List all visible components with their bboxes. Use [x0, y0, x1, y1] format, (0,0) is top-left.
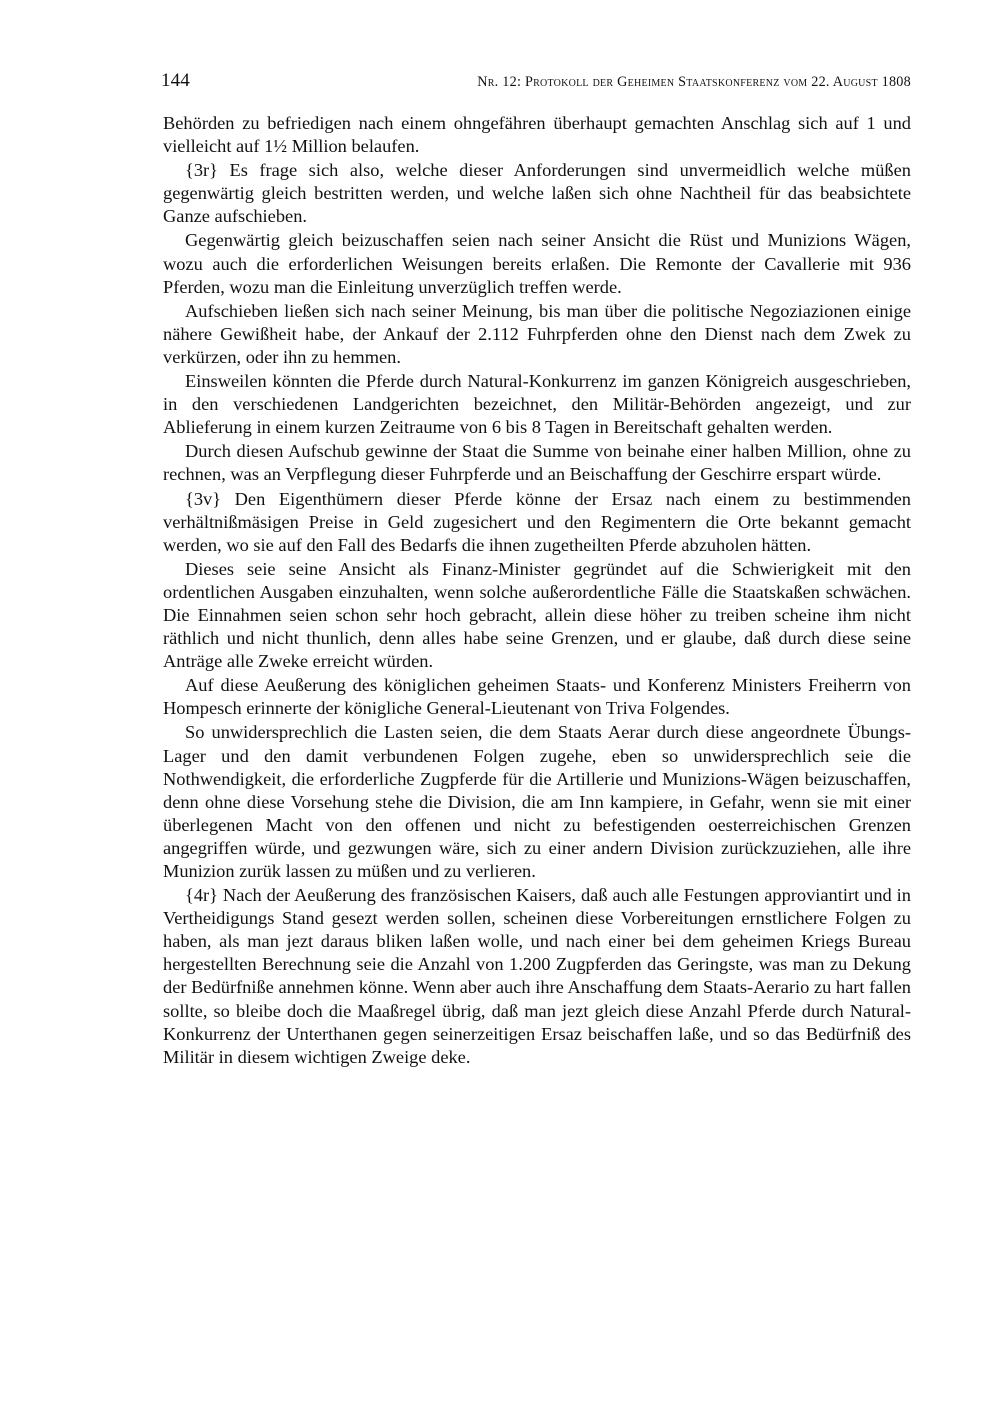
paragraph: {4r} Nach der Aeußerung des französischen Kaisers, daß auch alle Festungen approviantirt und in Vertheidigungs Stand gesezt werden sollen, scheinen diese Vorbereitungen ernstlichere Folgen zu haben, als man jezt daraus bliken laßen wolle, und nach einer bei dem geheimen Kriegs Bureau hergestellten Berechnung seie die Anzahl von 1.200 Zugpferden das Geringste, was man zu Dekung der Bedürfniße annehmen könne. Wenn aber auch ihre Anschaffung dem Staats-Aerario zu hart fallen sollte, so bleibe doch die Maaßregel übrig, daß man jezt gleich diese Anzahl Pferde durch Natural-Konkurrenz der Unterthanen gegen seinerzeitigen Ersaz beischaffen laße, und so das Bedürfniß des Militär in diesem wichtigen Zweige deke. — [163, 885, 911, 1067]
paragraph: Behörden zu befriedigen nach einem ohngefähren überhaupt gemachten Anschlag sich auf 1 und vielleicht auf 1½ Million belaufen. — [163, 113, 911, 157]
paragraph: Gegenwärtig gleich beizuschaffen seien nach seiner Ansicht die Rüst und Munizions Wägen, wozu auch die erforderlichen Weisungen bereits erlaßen. Die Remonte der Cavallerie mit 936 Pferden, wozu man die Einleitung unverzüglich treffen werde. — [163, 230, 911, 297]
page-number: 144 — [161, 70, 190, 91]
paragraph: {3v} Den Eigenthümern dieser Pferde könne der Ersaz nach einem zu bestimmenden verhältnißmäsigen Preise in Geld zugesichert und den Regimentern die Orte bekannt gemacht werden, wo sie auf den Fall des Bedarfs die ihnen zugetheilten Pferde abzuholen hätten. — [163, 488, 911, 555]
paragraph: Aufschieben ließen sich nach seiner Meinung, bis man über die politische Negoziazionen einige nähere Gewißheit habe, der Ankauf der 2.112 Fuhrpferden ohne den Dienst nach dem Zwek zu verkürzen, oder ihn zu hemmen. — [163, 300, 911, 367]
body-text — [163, 112, 911, 1069]
document-page — [163, 70, 911, 1070]
running-title: Nr. 12: Protokoll der Geheimen Staatskonferenz vom 22. August 1808 — [477, 74, 911, 90]
paragraph: Auf diese Aeußerung des königlichen geheimen Staats- und Konferenz Ministers Freiherrn von Hompesch erinnerte der königliche General-Lieutenant von Triva Folgendes. — [163, 675, 911, 719]
paragraph: Dieses seie seine Ansicht als Finanz-Minister gegründet auf die Schwierigkeit mit den ordentlichen Ausgaben einzuhalten, wenn solche außerordentliche Fälle die Staatskaßen schwächen. Die Einnahmen seien schon sehr hoch gebracht, allein diese höher zu treiben scheine ihm nicht räthlich und nicht thunlich, denn alles habe seine Grenzen, und er glaube, daß durch diese seine Anträge alle Zweke erreicht würden. — [163, 558, 911, 672]
paragraph: Einsweilen könnten die Pferde durch Natural-Konkurrenz im ganzen Königreich ausgeschrieben, in den verschiedenen Landgerichten bezeichnet, den Militär-Behörden angezeigt, und zur Ablieferung in einem kurzen Zeitraume von 6 bis 8 Tagen in Bereitschaft gehalten werden. — [163, 371, 911, 438]
paragraph: So unwidersprechlich die Lasten seien, die dem Staats Aerar durch diese angeordnete Übungs-Lager und den damit verbundenen Folgen zugehe, eben so unwidersprechlich seie die Nothwendigkeit, die erforderliche Zugpferde für die Artillerie und Munizions-Wägen beizuschaffen, denn ohne diese Vorsehung stehe die Division, die am Inn kampiere, in Gefahr, wenn sie mit einer überlegenen Macht von den offenen und nicht zu befestigenden oesterreichischen Grenzen angegriffen würde, und gezwungen wäre, sich zu einer andern Division zurückzuziehen, alle ihre Munizion zurük lassen zu müßen und zu verlieren. — [163, 722, 911, 881]
paragraph: Durch diesen Aufschub gewinne der Staat die Summe von beinahe einer halben Million, ohne zu rechnen, was an Verpflegung dieser Fuhrpferde und an Beischaffung der Geschirre erspart würde. — [163, 441, 911, 485]
paragraph: {3r} Es frage sich also, welche dieser Anforderungen sind unvermeidlich welche müßen gegenwärtig gleich bestritten werden, und welche laßen sich ohne Nachtheil für das beabsichtete Ganze aufschieben. — [163, 160, 911, 227]
running-head — [163, 70, 911, 112]
